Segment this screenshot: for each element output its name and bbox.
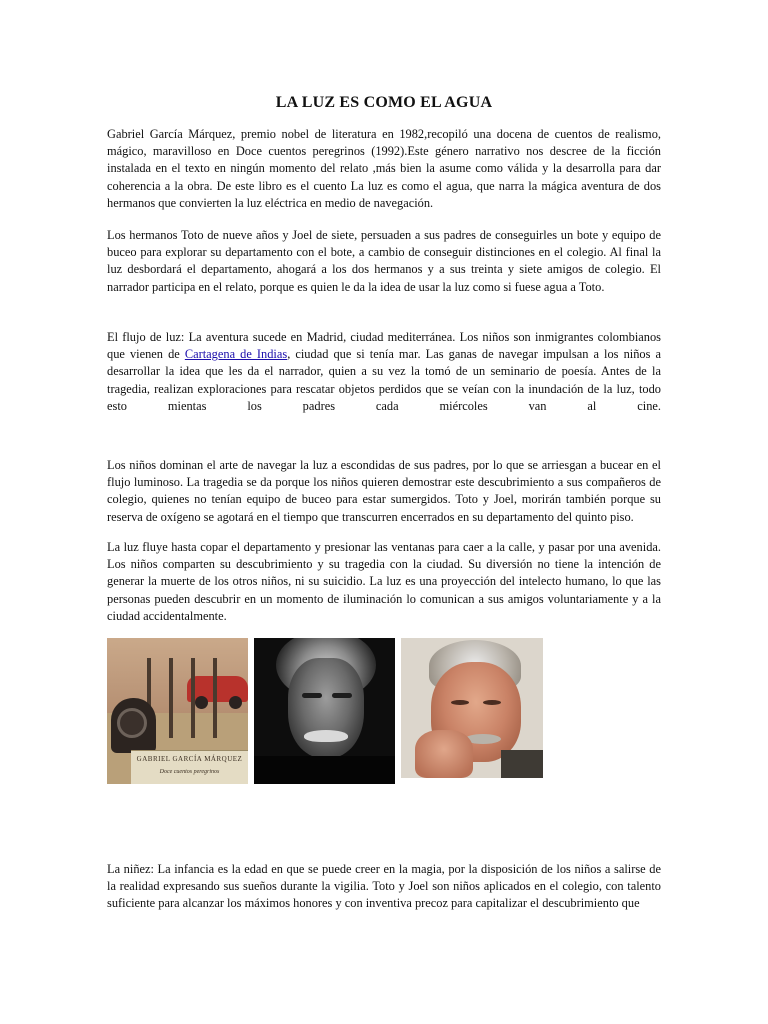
book-cover-image bbox=[107, 638, 248, 784]
paragraph-plot: Los hermanos Toto de nueve años y Joel de siete, persuaden a sus padres de conseguirles un bote y equipo de buceo para explorar su departamento con el bote, a cambio de conseguir distinciones en el colegio. Al final la luz desbordará el departamento, ahogará a los dos hermanos y a sus treinta y siete amigos de colegio. El narrador participa en el relato, porque es quien le da la idea de usar la luz como si fuese agua a Toto. bbox=[107, 228, 661, 294]
bar bbox=[169, 658, 173, 738]
portrait-brow bbox=[302, 693, 322, 698]
portrait-face bbox=[288, 658, 364, 758]
telephone-dial bbox=[117, 708, 147, 738]
cover-book-title: Doce cuentos peregrinos bbox=[159, 769, 220, 775]
portrait-eye bbox=[451, 700, 469, 705]
paragraph-navigation: Los niños dominan el arte de navegar la luz a escondidas de sus padres, por lo que se arriesgan a bucear en el flujo luminoso. La tragedia se da porque los niños quieren demostrar este descubrimiento a sus compañeros de colegio, quienes no tenían equipo de buceo para estar sumergidos. Toto y Joel, morirán también porque su reserva de oxígeno se agotará en el tiempo que transcurren encerrados en su departamento del quinto piso. bbox=[107, 458, 661, 524]
portrait-eye bbox=[483, 700, 501, 705]
paragraph-intro: Gabriel García Márquez, premio nobel de literatura en 1982,recopiló una docena de cuentos de realismo, mágico, maravilloso en Doce cuentos peregrinos (1992).Este género narrativo nos descree de la ficción instalada en el texto en ningún momento del relato ,más bien la asume como válida y la desarrolla para dar coherencia a la obra. De este libro es el cuento La luz es como el agua, que narra la mágica aventura de dos hermanos que convierten la luz eléctrica en medio de navegación. bbox=[107, 127, 661, 210]
portrait-shirt bbox=[254, 756, 395, 784]
cover-author: GABRIEL GARCÍA MÁRQUEZ bbox=[136, 755, 243, 763]
paragraph-light-flow: La luz fluye hasta copar el departamento y presionar las ventanas para caer a la calle, y pasar por una avenida. Los niños comparten su descubrimiento y su tragedia con la ciudad. Su diversión no tiene la intención de generar la muerte de los otros niños, ni su suicidio. La luz es una proyección del intelecto humano, lo que las personas pueden descubrir en un momento de iluminación lo comunican a sus amigos voluntariamente y a la ciudad accidentalmente. bbox=[107, 540, 661, 623]
portrait-mustache bbox=[304, 730, 348, 742]
portrait-shirt bbox=[501, 750, 543, 778]
paragraph-text: , ciudad que si tenía mar. Las ganas de navegar impulsan a los niños a desarrollar la idea que les da el narrador, quien a su vez la tomó de un seminario de poesía. Antes de la tragedia, realizan exploraciones para rescatar objetos perdidos que se veían con la inundación de la luz, todo esto mientas los padres cada miércoles van al cine. bbox=[107, 347, 661, 413]
document-title: LA LUZ ES COMO EL AGUA bbox=[275, 94, 493, 111]
paragraph-text: El flujo de luz: La aventura sucede en Madrid, ciudad mediterránea. Los niños son inmigrantes colombianos que vienen de bbox=[107, 330, 661, 362]
portrait-hand bbox=[415, 730, 473, 778]
portrait-color-image bbox=[401, 638, 543, 778]
paragraph-flujo-de-luz bbox=[107, 329, 661, 415]
portrait-brow bbox=[332, 693, 352, 698]
paragraph-childhood: La niñez: La infancia es la edad en que se puede creer en la magia, por la disposición de los niños a salirse de la realidad expresando sus sueños durante la vigilia. Toto y Joel son niños aplicados en el colegio, con talento suficiente para alcanzar los máximos honores y con inventiva precoz para capitalizar el descubrimiento que bbox=[107, 862, 661, 911]
portrait-bw-image bbox=[254, 638, 395, 784]
bar bbox=[213, 658, 217, 738]
bar bbox=[191, 658, 195, 738]
cartagena-link[interactable]: Cartagena de Indias bbox=[184, 347, 288, 362]
window-bars bbox=[147, 658, 237, 738]
cover-title-panel bbox=[131, 750, 248, 784]
